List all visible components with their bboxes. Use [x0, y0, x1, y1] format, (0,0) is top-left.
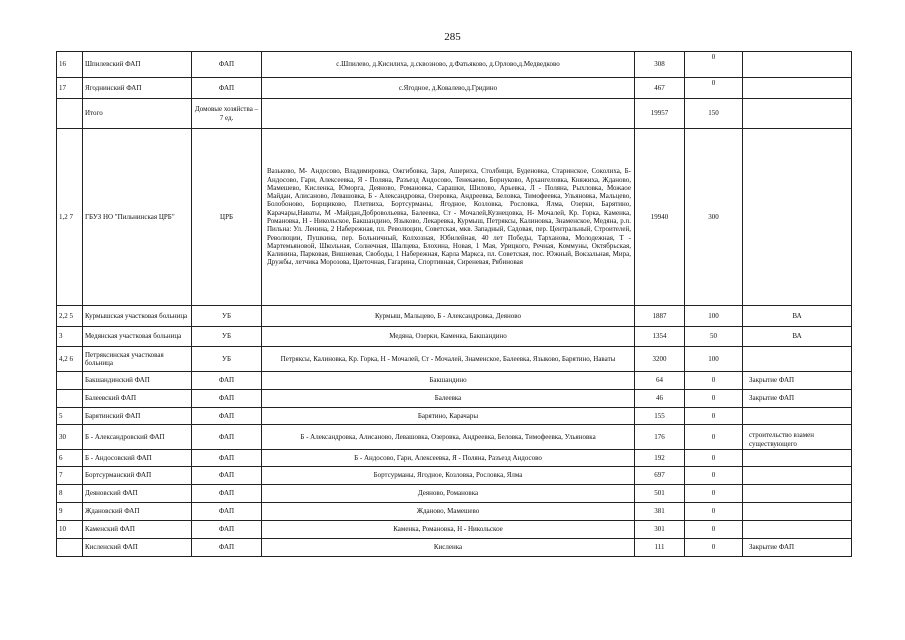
row-number: 3 — [57, 327, 83, 347]
note — [743, 467, 852, 485]
served-places: Балеевка — [262, 390, 635, 408]
population: 46 — [635, 390, 685, 408]
row-number: 5 — [57, 408, 83, 425]
population: 3200 — [635, 347, 685, 372]
row-number — [57, 390, 83, 408]
facility-name: Барятинский ФАП — [83, 408, 192, 425]
facility-name: Ждановский ФАП — [83, 503, 192, 521]
served-places: Деяново, Романовка — [262, 485, 635, 503]
note — [743, 521, 852, 539]
value: 0 — [685, 408, 743, 425]
population: 467 — [635, 78, 685, 99]
table-row — [57, 327, 852, 347]
facility-type: ФАП — [192, 485, 262, 503]
row-number — [57, 539, 83, 557]
facility-type: ФАП — [192, 372, 262, 390]
population: 697 — [635, 467, 685, 485]
facility-type: ФАП — [192, 521, 262, 539]
facility-name: Бакшандинский ФАП — [83, 372, 192, 390]
facility-name: Медянская участковая больница — [83, 327, 192, 347]
population: 19940 — [635, 129, 685, 306]
population: 19957 — [635, 99, 685, 129]
facility-name: Кисленский ФАП — [83, 539, 192, 557]
population: 1354 — [635, 327, 685, 347]
table-row — [57, 390, 852, 408]
value: 0 — [685, 467, 743, 485]
facility-name: Б - Андосовский ФАП — [83, 450, 192, 467]
facility-type: ФАП — [192, 450, 262, 467]
facility-type: ФАП — [192, 539, 262, 557]
row-number: 4,2 6 — [57, 347, 83, 372]
population: 111 — [635, 539, 685, 557]
facility-type: ФАП — [192, 408, 262, 425]
row-number: 9 — [57, 503, 83, 521]
note — [743, 78, 852, 99]
population: 501 — [635, 485, 685, 503]
facility-type: ФАП — [192, 503, 262, 521]
note — [743, 503, 852, 521]
population: 308 — [635, 52, 685, 78]
row-number: 10 — [57, 521, 83, 539]
facility-type: ФАП — [192, 390, 262, 408]
note — [743, 408, 852, 425]
value: 0 — [685, 539, 743, 557]
table-row — [57, 306, 852, 327]
served-places: Каменка, Романовка, Н - Никольское — [262, 521, 635, 539]
facility-name: Петряксинская участковая больница — [83, 347, 192, 372]
served-places: с.Шпилево, д.Кисилиха, д.сквозново, д.Фатьяково, д.Орлово,д.Медведково — [262, 52, 635, 78]
facility-name: Деяновский ФАП — [83, 485, 192, 503]
note — [743, 450, 852, 467]
served-places: Б - Андосово, Гари, Алексеевка, Я - Поляна, Разъезд Андосово — [262, 450, 635, 467]
table-row — [57, 52, 852, 78]
table-row — [57, 467, 852, 485]
row-number: 8 — [57, 485, 83, 503]
facility-type: ФАП — [192, 78, 262, 99]
served-places: Курмыш, Мальцево, Б - Александровка, Деяново — [262, 306, 635, 327]
row-number: 7 — [57, 467, 83, 485]
table-row — [57, 408, 852, 425]
table-row — [57, 78, 852, 99]
value: 0 — [685, 78, 743, 99]
facility-name: Ягоднинский ФАП — [83, 78, 192, 99]
table-row — [57, 450, 852, 467]
value: 50 — [685, 327, 743, 347]
note: строительство взамен существующего — [743, 425, 852, 450]
table-row — [57, 347, 852, 372]
table-row — [57, 503, 852, 521]
note — [743, 347, 852, 372]
value: 0 — [685, 450, 743, 467]
served-places: Кисленка — [262, 539, 635, 557]
note — [743, 485, 852, 503]
row-number — [57, 99, 83, 129]
value: 0 — [685, 521, 743, 539]
facilities-table — [56, 51, 852, 557]
table-row — [57, 425, 852, 450]
facility-name: Курмышская участковая больница — [83, 306, 192, 327]
population: 1887 — [635, 306, 685, 327]
value: 0 — [685, 390, 743, 408]
facility-name: ГБУЗ НО "Пильнинская ЦРБ" — [83, 129, 192, 306]
facility-type: ФАП — [192, 425, 262, 450]
table-row — [57, 521, 852, 539]
value: 0 — [685, 425, 743, 450]
row-number: 30 — [57, 425, 83, 450]
row-number: 16 — [57, 52, 83, 78]
table-row — [57, 539, 852, 557]
served-places — [262, 99, 635, 129]
page-number: 285 — [444, 31, 461, 43]
served-places: Бортсурманы, Ягодное, Козловка, Рословка, Ялма — [262, 467, 635, 485]
facility-type: ФАП — [192, 52, 262, 78]
row-number: 17 — [57, 78, 83, 99]
value: 100 — [685, 306, 743, 327]
row-number — [57, 372, 83, 390]
value: 0 — [685, 372, 743, 390]
served-places: с.Ягодное, д.Ковалево,д.Гридино — [262, 78, 635, 99]
table-row — [57, 129, 852, 306]
value: 0 — [685, 485, 743, 503]
value: 300 — [685, 129, 743, 306]
served-places: Барятино, Карачары — [262, 408, 635, 425]
facility-type: УБ — [192, 327, 262, 347]
facility-type: ЦРБ — [192, 129, 262, 306]
population: 381 — [635, 503, 685, 521]
population: 301 — [635, 521, 685, 539]
note: Закрытие ФАП — [743, 372, 852, 390]
note — [743, 129, 852, 306]
population: 64 — [635, 372, 685, 390]
facility-name: Б - Александровский ФАП — [83, 425, 192, 450]
facility-name: Каменский ФАП — [83, 521, 192, 539]
note: Закрытие ФАП — [743, 390, 852, 408]
served-places: Б - Александровка, Алисаново, Левашовка, Озеровка, Андреевка, Беловка, Тимофеевка, Ульяновка — [262, 425, 635, 450]
value: 100 — [685, 347, 743, 372]
facility-type: УБ — [192, 347, 262, 372]
population: 155 — [635, 408, 685, 425]
served-places: Жданово, Мамешево — [262, 503, 635, 521]
served-places: Бакшандино — [262, 372, 635, 390]
note — [743, 99, 852, 129]
note: Закрытие ФАП — [743, 539, 852, 557]
value: 150 — [685, 99, 743, 129]
note: ВА — [743, 306, 852, 327]
table-row — [57, 372, 852, 390]
served-places: Медяна, Озерки, Каменка, Бакшандино — [262, 327, 635, 347]
facility-type: ФАП — [192, 467, 262, 485]
facility-name: Шпилевский ФАП — [83, 52, 192, 78]
row-number: 6 — [57, 450, 83, 467]
population: 192 — [635, 450, 685, 467]
row-number: 2,2 5 — [57, 306, 83, 327]
facility-name: Балеевский ФАП — [83, 390, 192, 408]
facility-name: Бортсурманский ФАП — [83, 467, 192, 485]
facility-type: УБ — [192, 306, 262, 327]
table-row — [57, 485, 852, 503]
facility-type: Домовые хозяйства – 7 ед. — [192, 99, 262, 129]
value: 0 — [685, 503, 743, 521]
row-number: 1,2 7 — [57, 129, 83, 306]
value: 0 — [685, 52, 743, 78]
served-places: Вазьково, М- Андосово, Владимировка, Ожгибовка, Заря, Ашериха, Столбищи, Буденовка, Старинское, Соколиха, Б- Андосово, Гари, Алексеевка, Я - Поляна, Разъезд Андосово, Тенекаево, Борнуково, Архангеловка, Княжиха, Жданово, Мамешево, Кисленка, Юморга, Деяново, Романовка, Сарашки, Шилово, Арьевка, Л - Поляна, Рыхловка, Можаое Майдан, Алисаново, Левашовка, Б - Александровка, Озеровка, Андреевка, Беловка, Тимофеевка, Ульяновка, Мальцево, Болобоново, Борщиково, Плетвиха, Бортсурманы, Ягодное, Козловка, Рословка, Ялма, Озерки, Барятино, Карачары,Наваты, М -Майдан,Добровольевка, Балеевка, Ст - Мочалей,Кузнецовка, Н- Мочалей, Кр. Горка, Каменка, Романовка, Н - Никольское, Бакшандино, Языково, Лекаревка, Курмыш, Петряксы, Калиновка, Знаменское, Медяна, р.п. Пильна: Ул. Ленина, 2 Набережная, пл. Революции, Советская, мкв. Западный, Садовая, пер. Центральный, Строителей, Революции, Пушкина, пер. Больничный, Колхозная, Юбилейная, 40 лет Победы, Тарханова, Молодежная, Т - Мартемьяновой, Школьная, Солнечная, Шалцева, Блохина, Новая, 1 Мая, Урицкого, Речная, Коммуны, Октябрьская, Калинина, Парковая, Вишневая, Свободы, 1 Набережная, Карла Маркса, пл. Советская, пос. Южный, Вокзальная, Мира, Дружбы, летчика Морозова, Цветочная, Гагарина, Спортивная, Сиреневая, Рябиновая — [262, 129, 635, 306]
served-places: Петряксы, Калиновка, Кр. Горка, Н - Мочалей, Ст - Мочалей, Знаменское, Балеевка, Языково, Барятино, Наваты — [262, 347, 635, 372]
note — [743, 52, 852, 78]
table-row — [57, 99, 852, 129]
population: 176 — [635, 425, 685, 450]
facility-name: Итого — [83, 99, 192, 129]
note: ВА — [743, 327, 852, 347]
